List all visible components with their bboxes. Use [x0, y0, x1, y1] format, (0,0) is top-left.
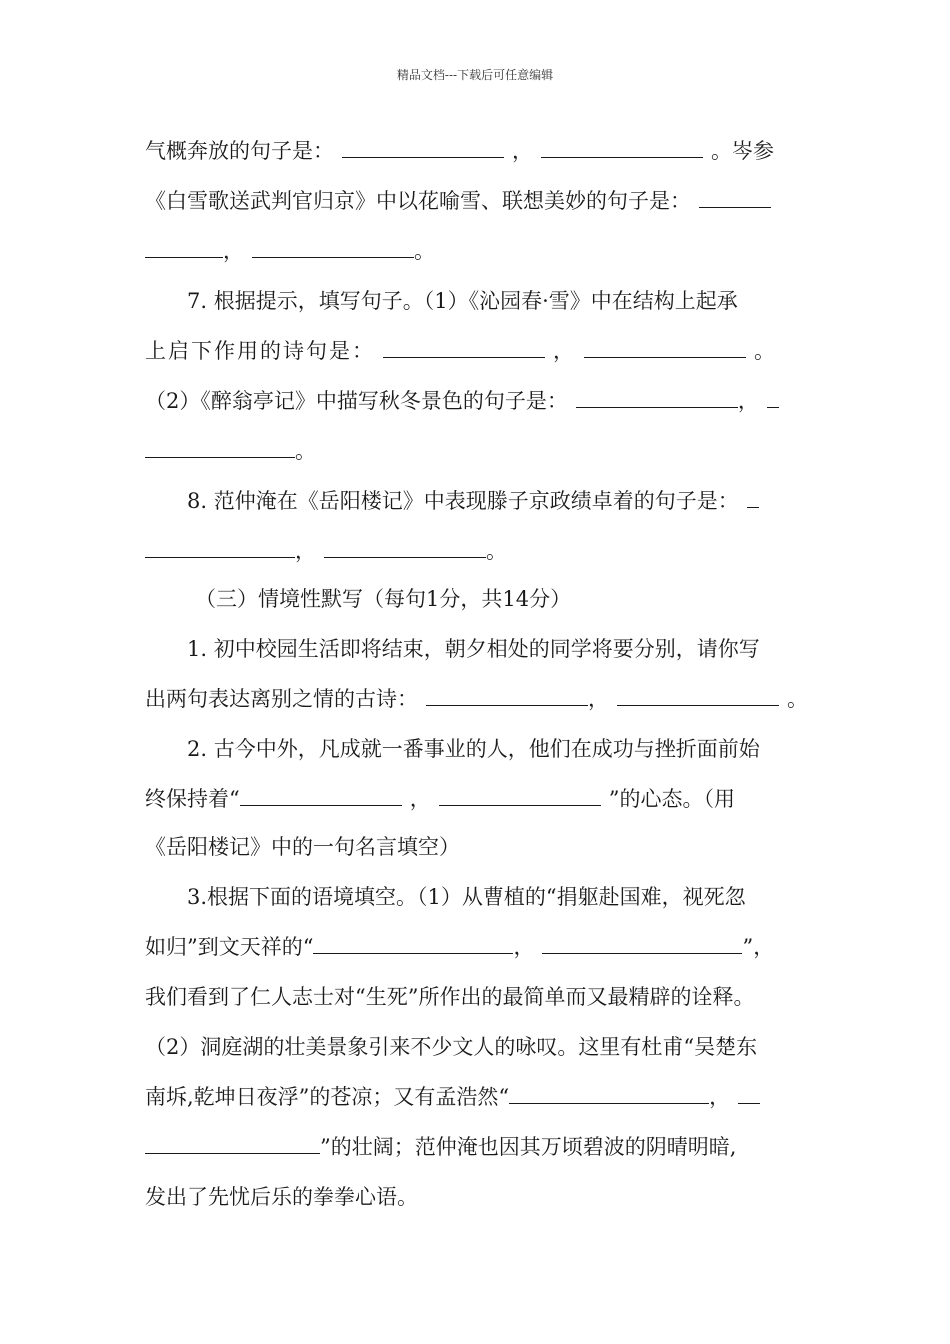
answer-blank [145, 437, 295, 458]
answer-blank [252, 237, 414, 258]
answer-blank [145, 1133, 320, 1154]
answer-blank [747, 487, 759, 508]
text-line-7: 。 [145, 437, 810, 465]
answer-blank [426, 685, 588, 706]
text-line-17: 如归”到文天祥的“ ， ”， [145, 935, 775, 959]
text-line-4: 7. 根据提示，填写句子。（1）《沁园春·雪》中在结构上起承 [187, 289, 738, 313]
answer-blank [509, 1083, 709, 1104]
answer-blank [541, 137, 703, 158]
answer-blank [313, 933, 513, 954]
text-line-2: 《白雪歌送武判官归京》中以花喻雪、联想美妙的句子是： [145, 187, 810, 215]
page-header: 精品文档---下载后可任意编辑 [396, 68, 554, 82]
answer-blank [145, 237, 223, 258]
text-line-3: ， 。 [145, 237, 810, 265]
answer-blank [439, 785, 601, 806]
text-line-14: 终保持着“ ， ”的心态。（用 [145, 787, 735, 811]
answer-blank [342, 137, 504, 158]
text-line-5: 上启下作用的诗句是： ， 。 [145, 339, 777, 363]
answer-blank [576, 387, 738, 408]
answer-blank [240, 785, 402, 806]
text-line-18: 我们看到了仁人志士对“生死”所作出的最简单而又最精辟的诠释。 [145, 985, 755, 1009]
section-heading: （三）情境性默写（每句1分，共14分） [195, 587, 572, 611]
answer-blank [383, 337, 545, 358]
text-line-11: 1. 初中校园生活即将结束，朝夕相处的同学将要分别，请你写 [187, 637, 760, 661]
answer-blank [767, 387, 779, 408]
answer-blank [699, 187, 771, 208]
text-line-15: 《岳阳楼记》中的一句名言填空） [145, 835, 460, 859]
answer-blank [145, 537, 295, 558]
answer-blank [542, 933, 742, 954]
text-line-13: 2. 古今中外，凡成就一番事业的人，他们在成功与挫折面前始 [187, 737, 760, 761]
text-line-6: （2）《醉翁亭记》中描写秋冬景色的句子是： ， [145, 387, 810, 415]
text-line-8: 8. 范仲淹在《岳阳楼记》中表现滕子京政绩卓着的句子是： [145, 487, 810, 515]
answer-blank [738, 1083, 760, 1104]
answer-blank [324, 537, 486, 558]
text-line-19: （2）洞庭湖的壮美景象引来不少文人的咏叹。这里有杜甫“吴楚东 [145, 1035, 758, 1059]
text-line-1: 气概奔放的句子是： ， 。岑参 [145, 139, 774, 163]
answer-blank [617, 685, 779, 706]
text-line-21: ”的壮阔；范仲淹也因其万顷碧波的阴晴明暗, [145, 1133, 810, 1161]
text-line-22: 发出了先忧后乐的拳拳心语。 [145, 1185, 418, 1209]
text-line-20: 南坼,乾坤日夜浮”的苍凉；又有孟浩然“ ， [145, 1083, 810, 1111]
text-line-9: ， 。 [145, 537, 810, 565]
text-line-16: 3.根据下面的语境填空。（1）从曹植的“捐躯赴国难，视死忽 [187, 885, 746, 909]
answer-blank [584, 337, 746, 358]
text-line-12: 出两句表达离别之情的古诗： ， 。 [145, 687, 808, 711]
